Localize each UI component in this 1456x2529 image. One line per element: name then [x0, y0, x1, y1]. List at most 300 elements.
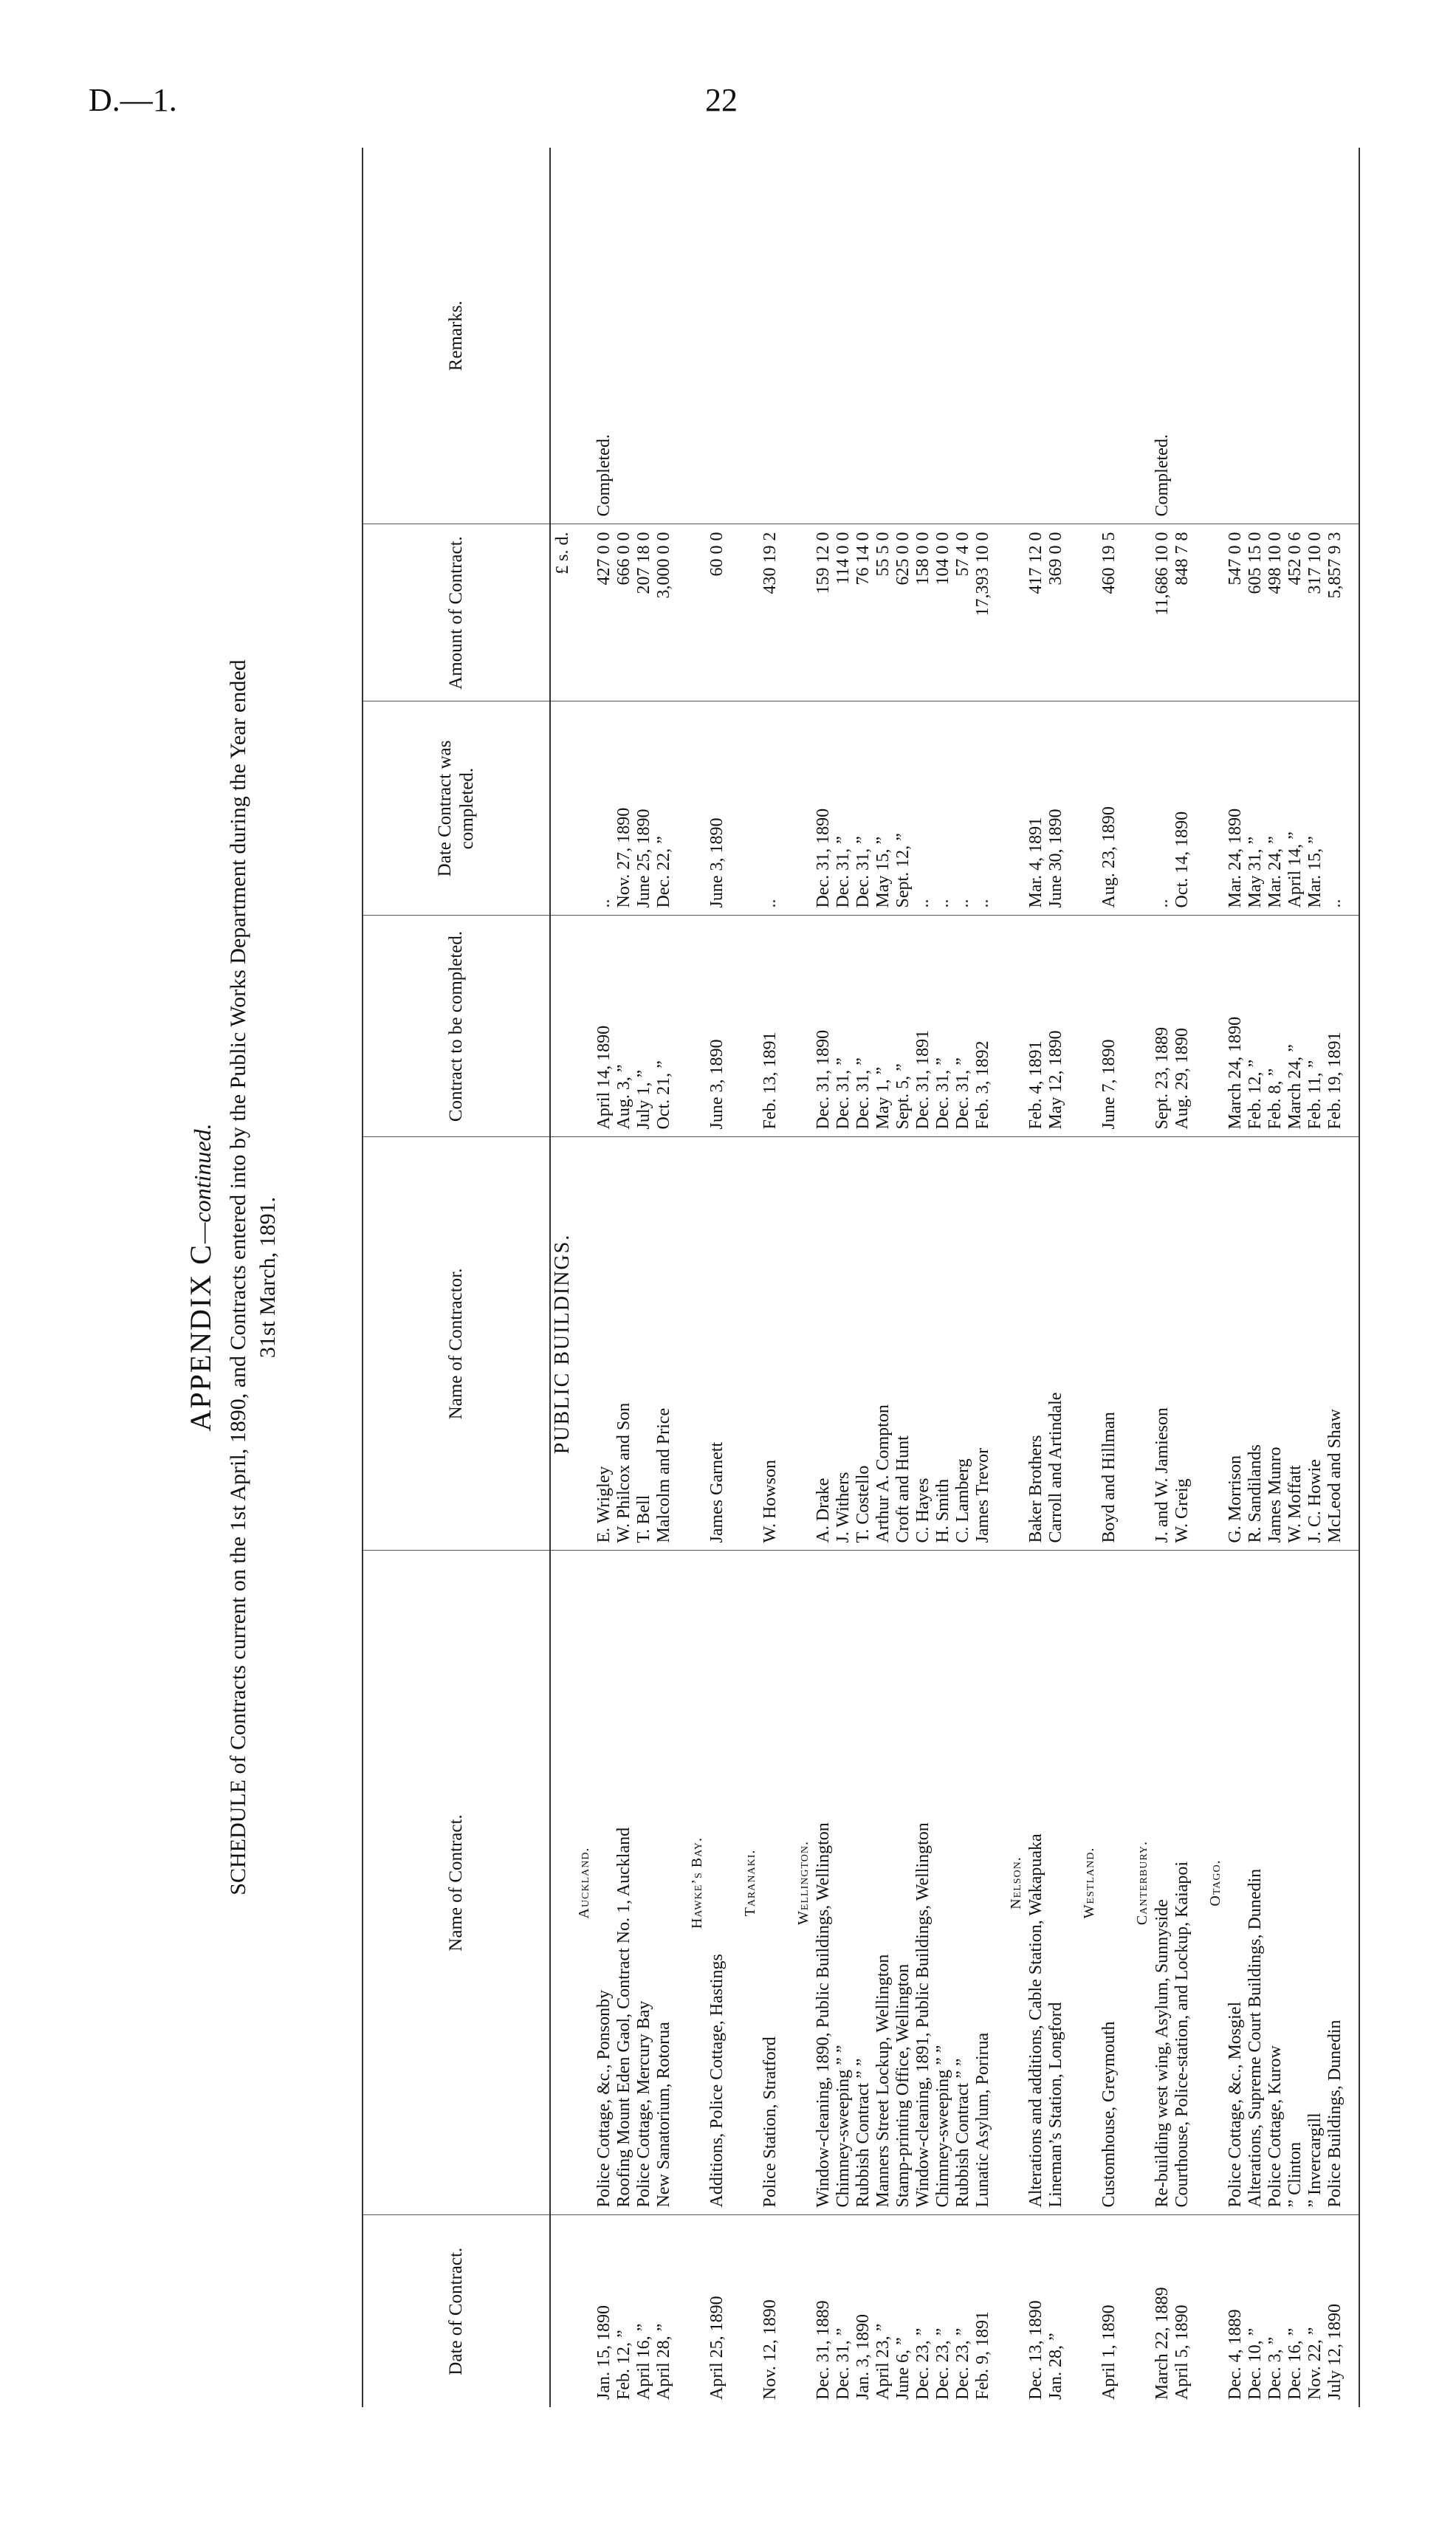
contractor-cell: Baker Brothers: [1026, 1137, 1046, 1551]
contractor-cell: McLeod and Shaw: [1325, 1137, 1345, 1551]
completed-cell: April 14, ”: [1285, 701, 1305, 916]
empty-cell: [1079, 524, 1099, 701]
remarks-cell: Completed.: [594, 148, 614, 524]
empty-cell: [574, 148, 594, 524]
empty-cell: [1006, 148, 1026, 524]
empty-cell: [794, 916, 814, 1137]
empty-cell: [550, 916, 574, 1137]
contract-cell: Police Buildings, Dunedin: [1325, 1551, 1345, 2215]
empty-cell: [1079, 1137, 1099, 1551]
region-name: Westland.: [1079, 1551, 1099, 2215]
empty-cell: [1345, 148, 1359, 524]
table-row: [1172, 148, 1192, 2407]
appendix-title: [177, 148, 218, 2407]
contractor-cell: Malcolm and Price: [654, 1137, 674, 1551]
empty-cell: [574, 1137, 594, 1551]
document-reference: D.—1.: [89, 82, 177, 118]
completed-cell: Mar. 24, 1890: [1226, 701, 1246, 916]
empty-cell: [1206, 701, 1226, 916]
empty-cell: [741, 524, 760, 701]
date-cell: April 5, 1890: [1172, 2305, 1192, 2400]
completed-cell: Mar. 24, ”: [1266, 701, 1285, 916]
table-row: [1026, 148, 1046, 2407]
contract-cell: Window-cleaning, 1890, Public Buildings, Wellington: [814, 1551, 834, 2215]
completed-cell: ..: [1325, 701, 1345, 916]
contractor-cell: W. Greig: [1172, 1137, 1192, 1551]
empty-cell: [1119, 701, 1133, 916]
amount-cell: 60 0 0: [707, 524, 727, 701]
remarks-cell: [873, 148, 893, 524]
date-cell: Dec. 23, ”: [933, 2327, 952, 2400]
empty-cell: [993, 701, 1006, 916]
due-cell: Sept. 23, 1889: [1153, 916, 1172, 1137]
empty-cell: [1345, 2215, 1359, 2407]
empty-cell: [780, 1551, 794, 2215]
empty-cell: [1206, 1137, 1226, 1551]
completed-cell: May 15, ”: [873, 701, 893, 916]
contract-cell: Stamp-printing Office, Wellington: [893, 1551, 913, 2215]
date-cell: Feb. 9, 1891: [973, 2311, 992, 2400]
schedule-title: [224, 148, 283, 2407]
contracts-table: [362, 148, 1360, 2407]
region-name: Canterbury.: [1133, 1551, 1153, 2215]
due-cell: Dec. 31, 1890: [814, 916, 834, 1137]
table-row: [1046, 148, 1066, 2407]
completed-cell: Dec. 22, ”: [654, 701, 674, 916]
empty-cell: [1206, 148, 1226, 524]
date-cell: Dec. 23, ”: [953, 2327, 972, 2400]
completed-cell: Mar. 15, ”: [1305, 701, 1325, 916]
empty-cell: [741, 1137, 760, 1551]
empty-cell: [794, 148, 814, 524]
completed-cell: Dec. 31, ”: [834, 701, 854, 916]
due-cell: Feb. 13, 1891: [760, 916, 780, 1137]
contract-cell: Police Cottage, Kurow: [1266, 1551, 1285, 2215]
contract-cell: ” Invercargill: [1305, 1551, 1325, 2215]
contract-cell: Police Cottage, &c., Mosgiel: [1226, 1551, 1246, 2215]
amount-cell: 427 0 0: [594, 524, 614, 701]
empty-cell: [1345, 916, 1359, 1137]
empty-cell: [1192, 916, 1206, 1137]
empty-cell: [1006, 701, 1026, 916]
empty-cell: [1119, 1551, 1133, 2215]
completed-cell: June 3, 1890: [707, 701, 727, 916]
empty-cell: [1006, 2215, 1026, 2407]
date-cell: July 12, 1890: [1325, 2303, 1345, 2400]
contractor-cell: J. C. Howie: [1305, 1137, 1325, 1551]
contract-cell: Roofing Mount Eden Gaol, Contract No. 1, Auckland: [614, 1551, 634, 2215]
empty-cell: [993, 524, 1006, 701]
col-contract-to-be-completed: Contract to be completed.: [363, 916, 550, 1137]
amount-cell: 114 0 0: [834, 524, 854, 701]
empty-cell: [674, 701, 687, 916]
amount-cell: 666 0 0: [614, 524, 634, 701]
empty-cell: [1345, 524, 1359, 701]
table-row: [1246, 148, 1266, 2407]
empty-cell: [1119, 148, 1133, 524]
schedule-header: [177, 148, 362, 2407]
contractor-cell: A. Drake: [814, 1137, 834, 1551]
contractor-cell: W. Moffatt: [1285, 1137, 1305, 1551]
completed-cell: June 30, 1890: [1046, 701, 1066, 916]
empty-cell: [1192, 148, 1206, 524]
amount-cell: 848 7 8: [1172, 524, 1192, 701]
table-row: [933, 148, 953, 2407]
empty-cell: [1079, 916, 1099, 1137]
due-cell: Aug. 3, ”: [614, 916, 634, 1137]
due-cell: Feb. 4, 1891: [1026, 916, 1046, 1137]
due-cell: March 24, 1890: [1226, 916, 1246, 1137]
contractor-cell: J. and W. Jamieson: [1153, 1137, 1172, 1551]
amount-cell: 207 18 0: [634, 524, 654, 701]
contract-cell: Police Cottage, Mercury Bay: [634, 1551, 654, 2215]
empty-cell: [727, 524, 741, 701]
remarks-cell: [1305, 148, 1325, 524]
col-amount: Amount of Contract.: [363, 524, 550, 701]
region-name: Taranaki.: [741, 1551, 760, 2215]
contractor-cell: E. Wrigley: [594, 1137, 614, 1551]
contractor-cell: H. Smith: [933, 1137, 953, 1551]
amount-cell: 547 0 0: [1226, 524, 1246, 701]
completed-cell: ..: [913, 701, 933, 916]
empty-cell: [741, 701, 760, 916]
date-cell: Dec. 3, ”: [1266, 2336, 1285, 2400]
spacer-row: [1119, 148, 1133, 2407]
due-cell: June 3, 1890: [707, 916, 727, 1137]
date-cell: Nov. 22, ”: [1305, 2327, 1325, 2400]
region-row: [574, 148, 594, 2407]
contract-cell: Alterations and additions, Cable Station, Wakapuaka: [1026, 1551, 1046, 2215]
due-cell: Dec. 31, ”: [933, 916, 953, 1137]
table-row: [814, 148, 834, 2407]
section-row: [550, 148, 574, 2407]
remarks-cell: Completed.: [1153, 148, 1172, 524]
completed-cell: Dec. 31, ”: [854, 701, 873, 916]
amount-cell: 5,857 9 3: [1325, 524, 1345, 701]
table-row: [1325, 148, 1345, 2407]
empty-cell: [794, 701, 814, 916]
amount-cell: 452 0 6: [1285, 524, 1305, 701]
completed-cell: ..: [953, 701, 973, 916]
contract-cell: Lineman’s Station, Longford: [1046, 1551, 1066, 2215]
contractor-cell: James Garnett: [707, 1137, 727, 1551]
remarks-cell: [1172, 148, 1192, 524]
remarks-cell: [760, 148, 780, 524]
date-cell: Jan. 15, 1890: [594, 2305, 614, 2400]
empty-cell: [1192, 1137, 1206, 1551]
date-cell: Dec. 23, ”: [913, 2327, 933, 2400]
amount-cell: 3,000 0 0: [654, 524, 674, 701]
col-date-completed: Date Contract was completed.: [363, 701, 550, 916]
amount-cell: 317 10 0: [1305, 524, 1325, 701]
empty-cell: [674, 2215, 687, 2407]
remarks-cell: [893, 148, 913, 524]
date-cell: Dec. 4, 1889: [1226, 2309, 1245, 2400]
completed-cell: Oct. 14, 1890: [1172, 701, 1192, 916]
empty-cell: [727, 916, 741, 1137]
region-row: [687, 148, 707, 2407]
empty-cell: [794, 1137, 814, 1551]
spacer-row: [993, 148, 1006, 2407]
empty-cell: [674, 1551, 687, 2215]
remarks-cell: [1026, 148, 1046, 524]
empty-cell: [1133, 524, 1153, 701]
col-name-of-contract: Name of Contract.: [363, 1551, 550, 2215]
amount-cell: 104 0 0: [933, 524, 953, 701]
remarks-cell: [1226, 148, 1246, 524]
contract-cell: Rubbish Contract ” ”: [953, 1551, 973, 2215]
table-row: [614, 148, 634, 2407]
due-cell: April 14, 1890: [594, 916, 614, 1137]
empty-cell: [993, 916, 1006, 1137]
region-row: [741, 148, 760, 2407]
contractor-cell: C. Lamberg: [953, 1137, 973, 1551]
spacer-row: [674, 148, 687, 2407]
empty-cell: [574, 524, 594, 701]
empty-cell: [1079, 701, 1099, 916]
date-cell: June 6, ”: [893, 2337, 913, 2400]
empty-cell: [780, 2215, 794, 2407]
contractor-cell: James Trevor: [973, 1137, 993, 1551]
contract-cell: Rubbish Contract ” ”: [854, 1551, 873, 2215]
col-name-of-contractor: Name of Contractor.: [363, 1137, 550, 1551]
empty-cell: [674, 1137, 687, 1551]
empty-cell: [1133, 701, 1153, 916]
empty-cell: [780, 701, 794, 916]
completed-cell: Nov. 27, 1890: [614, 701, 634, 916]
empty-cell: [1006, 524, 1026, 701]
completed-cell: Mar. 4, 1891: [1026, 701, 1046, 916]
empty-cell: [550, 2215, 574, 2407]
contractor-cell: R. Sandilands: [1246, 1137, 1266, 1551]
empty-cell: [727, 1137, 741, 1551]
region-row: [794, 148, 814, 2407]
empty-cell: [1206, 2215, 1226, 2407]
completed-cell: ..: [933, 701, 953, 916]
col-remarks: Remarks.: [363, 148, 550, 524]
contractor-cell: J. Withers: [834, 1137, 854, 1551]
due-cell: July 1, ”: [634, 916, 654, 1137]
contract-cell: Courthouse, Police-station, and Lockup, Kaiapoi: [1172, 1551, 1192, 2215]
date-cell: Dec. 31, 1889: [814, 2300, 833, 2400]
empty-cell: [794, 524, 814, 701]
empty-cell: [741, 148, 760, 524]
remarks-cell: [1246, 148, 1266, 524]
remarks-cell: [614, 148, 634, 524]
empty-cell: [1345, 1551, 1359, 2215]
empty-cell: [1206, 916, 1226, 1137]
contractor-cell: T. Bell: [634, 1137, 654, 1551]
contractor-cell: W. Philcox and Son: [614, 1137, 634, 1551]
remarks-cell: [933, 148, 953, 524]
empty-cell: [1066, 916, 1079, 1137]
date-cell: April 28, ”: [654, 2323, 673, 2400]
date-cell: Feb. 12, ”: [614, 2330, 633, 2400]
date-cell: Nov. 12, 1890: [760, 2299, 780, 2400]
empty-cell: [727, 701, 741, 916]
date-cell: April 1, 1890: [1099, 2305, 1119, 2400]
date-cell: Jan. 28, ”: [1046, 2333, 1065, 2400]
empty-cell: [687, 701, 707, 916]
remarks-cell: [1285, 148, 1305, 524]
empty-cell: [687, 2215, 707, 2407]
empty-cell: [674, 524, 687, 701]
table-row: [760, 148, 780, 2407]
due-cell: Dec. 31, ”: [854, 916, 873, 1137]
completed-cell: Sept. 12, ”: [893, 701, 913, 916]
due-cell: Dec. 31, ”: [953, 916, 973, 1137]
empty-cell: [1119, 524, 1133, 701]
date-cell: April 16, ”: [634, 2323, 653, 2400]
region-name: Nelson.: [1006, 1551, 1026, 2215]
empty-cell: [1006, 1137, 1026, 1551]
empty-cell: [1066, 2215, 1079, 2407]
date-cell: Dec. 31, ”: [834, 2327, 853, 2400]
completed-cell: June 25, 1890: [634, 701, 654, 916]
completed-cell: May 31, ”: [1246, 701, 1266, 916]
remarks-cell: [654, 148, 674, 524]
amount-cell: 76 14 0: [854, 524, 873, 701]
table-row: [1099, 148, 1119, 2407]
region-row: [1206, 148, 1226, 2407]
table-row: [1285, 148, 1305, 2407]
table-row: [873, 148, 893, 2407]
spacer-row: [1066, 148, 1079, 2407]
amount-cell: 159 12 0: [814, 524, 834, 701]
empty-cell: [1119, 916, 1133, 1137]
section-title: PUBLIC BUILDINGS.: [550, 1137, 574, 1551]
amount-cell: 369 0 0: [1046, 524, 1066, 701]
completed-cell: Dec. 31, 1890: [814, 701, 834, 916]
contract-cell: Manners Street Lockup, Wellington: [873, 1551, 893, 2215]
empty-cell: [687, 1137, 707, 1551]
spacer-row: [1345, 148, 1359, 2407]
empty-cell: [1192, 1551, 1206, 2215]
completed-cell: ..: [594, 701, 614, 916]
date-cell: April 25, 1890: [707, 2296, 727, 2400]
empty-cell: [687, 524, 707, 701]
spacer-row: [780, 148, 794, 2407]
remarks-cell: [913, 148, 933, 524]
amount-cell: 17,393 10 0: [973, 524, 993, 701]
remarks-cell: [973, 148, 993, 524]
table-header-row: [363, 148, 550, 2407]
table-row: [973, 148, 993, 2407]
due-cell: Sept. 5, ”: [893, 916, 913, 1137]
table-row: [834, 148, 854, 2407]
empty-cell: [1066, 524, 1079, 701]
remarks-cell: [834, 148, 854, 524]
completed-cell: ..: [760, 701, 780, 916]
empty-cell: [1192, 524, 1206, 701]
empty-cell: [741, 916, 760, 1137]
empty-cell: [780, 1137, 794, 1551]
table-row: [594, 148, 614, 2407]
remarks-cell: [707, 148, 727, 524]
empty-cell: [780, 524, 794, 701]
empty-cell: [1119, 1137, 1133, 1551]
due-cell: May 1, ”: [873, 916, 893, 1137]
table-row: [654, 148, 674, 2407]
empty-cell: [780, 148, 794, 524]
region-row: [1006, 148, 1026, 2407]
remarks-cell: [634, 148, 654, 524]
due-cell: Feb. 19, 1891: [1325, 916, 1345, 1137]
empty-cell: [1006, 916, 1026, 1137]
empty-cell: [1192, 2215, 1206, 2407]
empty-cell: [1133, 916, 1153, 1137]
empty-cell: [1079, 2215, 1099, 2407]
remarks-cell: [1266, 148, 1285, 524]
empty-cell: [993, 148, 1006, 524]
amount-cell: 55 5 0: [873, 524, 893, 701]
remarks-cell: [1325, 148, 1345, 524]
empty-cell: [550, 1551, 574, 2215]
empty-cell: [1206, 524, 1226, 701]
contractor-cell: W. Howson: [760, 1137, 780, 1551]
empty-cell: [1133, 1137, 1153, 1551]
spacer-row: [727, 148, 741, 2407]
contract-cell: Police Station, Stratford: [760, 1551, 780, 2215]
table-row: [1226, 148, 1246, 2407]
empty-cell: [1066, 1551, 1079, 2215]
amount-cell: 460 19 5: [1099, 524, 1119, 701]
schedule-title-line1: SCHEDULE of Contracts current on the 1st April, 1890, and Contracts entered into by the Public Works Department during the Year ended: [226, 659, 250, 1895]
empty-cell: [727, 1551, 741, 2215]
amount-cell: 417 12 0: [1026, 524, 1046, 701]
empty-cell: [727, 2215, 741, 2407]
completed-cell: Aug. 23, 1890: [1099, 701, 1119, 916]
table-row: [707, 148, 727, 2407]
rotated-page-content: [177, 148, 1388, 2407]
empty-cell: [574, 701, 594, 916]
table-body: [550, 148, 1359, 2407]
col-date-of-contract: Date of Contract.: [363, 2215, 550, 2407]
due-cell: Feb. 11, ”: [1305, 916, 1325, 1137]
empty-cell: [550, 148, 574, 524]
contractor-cell: T. Costello: [854, 1137, 873, 1551]
empty-cell: [574, 2215, 594, 2407]
table-row: [1153, 148, 1172, 2407]
table-row: [953, 148, 973, 2407]
contractor-cell: Croft and Hunt: [893, 1137, 913, 1551]
table-row: [913, 148, 933, 2407]
empty-cell: [1345, 701, 1359, 916]
empty-cell: [674, 148, 687, 524]
due-cell: Oct. 21, ”: [654, 916, 674, 1137]
date-cell: Dec. 10, ”: [1246, 2327, 1265, 2400]
amount-cell: 57 4 0: [953, 524, 973, 701]
empty-cell: [687, 916, 707, 1137]
empty-cell: [993, 2215, 1006, 2407]
due-cell: Feb. 8, ”: [1266, 916, 1285, 1137]
table-row: [634, 148, 654, 2407]
amount-cell: 605 15 0: [1246, 524, 1266, 701]
currency-header: £ s. d.: [550, 524, 574, 701]
empty-cell: [993, 1137, 1006, 1551]
empty-cell: [741, 2215, 760, 2407]
contract-cell: Chimney-sweeping ” ”: [933, 1551, 953, 2215]
empty-cell: [727, 148, 741, 524]
empty-cell: [1345, 1137, 1359, 1551]
date-cell: Dec. 16, ”: [1285, 2327, 1305, 2400]
completed-cell: ..: [973, 701, 993, 916]
region-row: [1133, 148, 1153, 2407]
table-row: [1305, 148, 1325, 2407]
date-cell: Jan. 3, 1890: [854, 2314, 873, 2400]
empty-cell: [574, 916, 594, 1137]
due-cell: Feb. 12, ”: [1246, 916, 1266, 1137]
